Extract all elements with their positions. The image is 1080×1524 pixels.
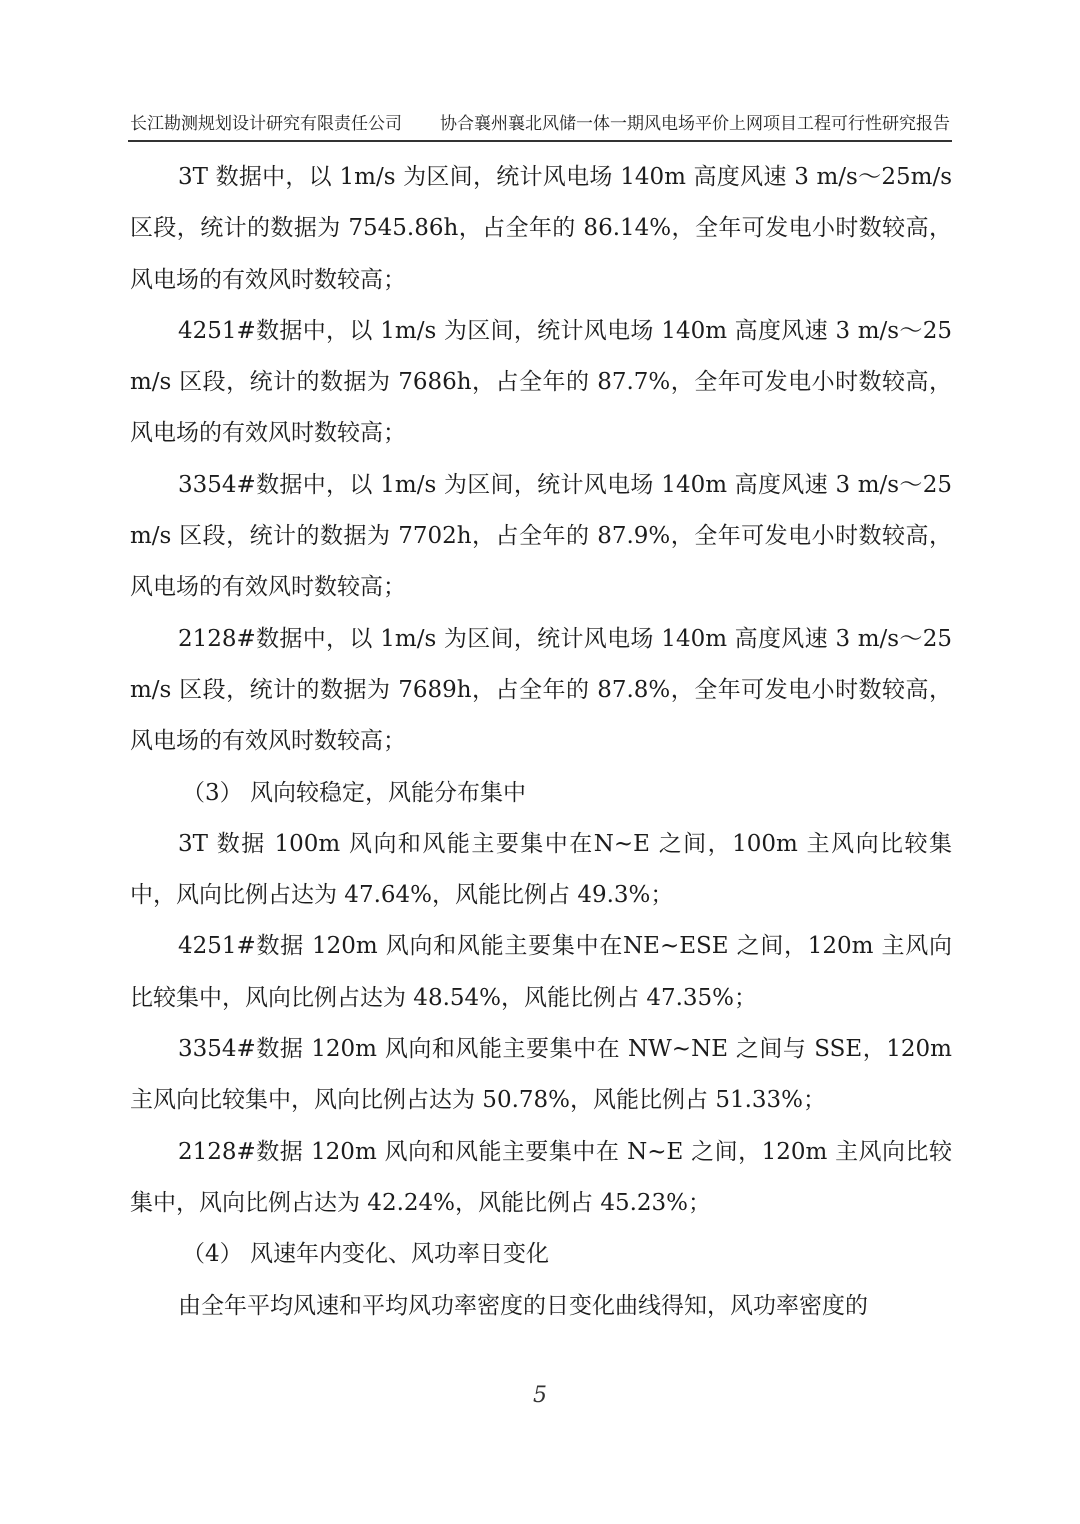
paragraph-3t-wind-hours: 3T 数据中，以 1m/s 为区间，统计风电场 140m 高度风速 3 m/s～25m/s 区段，统计的数据为 7545.86h，占全年的 86.14%，全年可发电小时数较高，风电场的有效风时数较高； <box>130 164 952 293</box>
paragraph-wind-power-density: 由全年平均风速和平均风功率密度的日变化曲线得知，风功率密度的 <box>178 1292 868 1319</box>
paragraph-3354-wind-hours: 3354#数据中，以 1m/s 为区间，统计风电场 140m 高度风速 3 m/s～25m/s 区段，统计的数据为 7702h，占全年的 87.9%，全年可发电小时数较高，风电场的有效风时数较高； <box>130 471 952 601</box>
paragraph-4251-wind-hours: 4251#数据中，以 1m/s 为区间，统计风电场 140m 高度风速 3 m/s～25m/s 区段，统计的数据为 7686h，占全年的 87.7%，全年可发电小时数较高，风电场的有效风时数较高； <box>130 317 952 447</box>
paragraph-3t-wind-direction: 3T 数据 100m 风向和风能主要集中在N~E 之间，100m 主风向比较集中，风向比例占达为 47.64%，风能比例占 49.3%； <box>130 830 952 909</box>
paragraph-4251-wind-direction: 4251#数据 120m 风向和风能主要集中在NE~ESE 之间，120m 主风向比较集中，风向比例占达为 48.54%，风能比例占 47.35%； <box>130 933 952 1011</box>
paragraph-2128-wind-direction: 2128#数据 120m 风向和风能主要集中在 N~E 之间，120m 主风向比较集中，风向比例占达为 42.24%，风能比例占 45.23%； <box>130 1138 952 1216</box>
header-report-title: 协合襄州襄北风储一体一期风电场平价上网项目工程可行性研究报告 <box>440 114 950 134</box>
paragraph-2128-wind-hours: 2128#数据中，以 1m/s 为区间，统计风电场 140m 高度风速 3 m/s～25m/s 区段，统计的数据为 7689h，占全年的 87.8%，全年可发电小时数较高，风电场的有效风时数较高； <box>130 625 952 755</box>
paragraph-3354-wind-direction: 3354#数据 120m 风向和风能主要集中在 NW~NE 之间与 SSE，120m 主风向比较集中，风向比例占达为 50.78%，风能比例占 51.33%； <box>130 1036 952 1114</box>
page-number: 5 <box>533 1383 547 1408</box>
header-company-name: 长江勘测规划设计研究有限责任公司 <box>130 114 402 134</box>
page-header <box>130 110 950 138</box>
header-divider <box>128 140 952 142</box>
document-body <box>130 152 952 1332</box>
section-heading-wind-direction: （3） 风向较稳定，风能分布集中 <box>182 779 526 806</box>
section-heading-wind-variation: （4） 风速年内变化、风功率日变化 <box>182 1241 549 1268</box>
